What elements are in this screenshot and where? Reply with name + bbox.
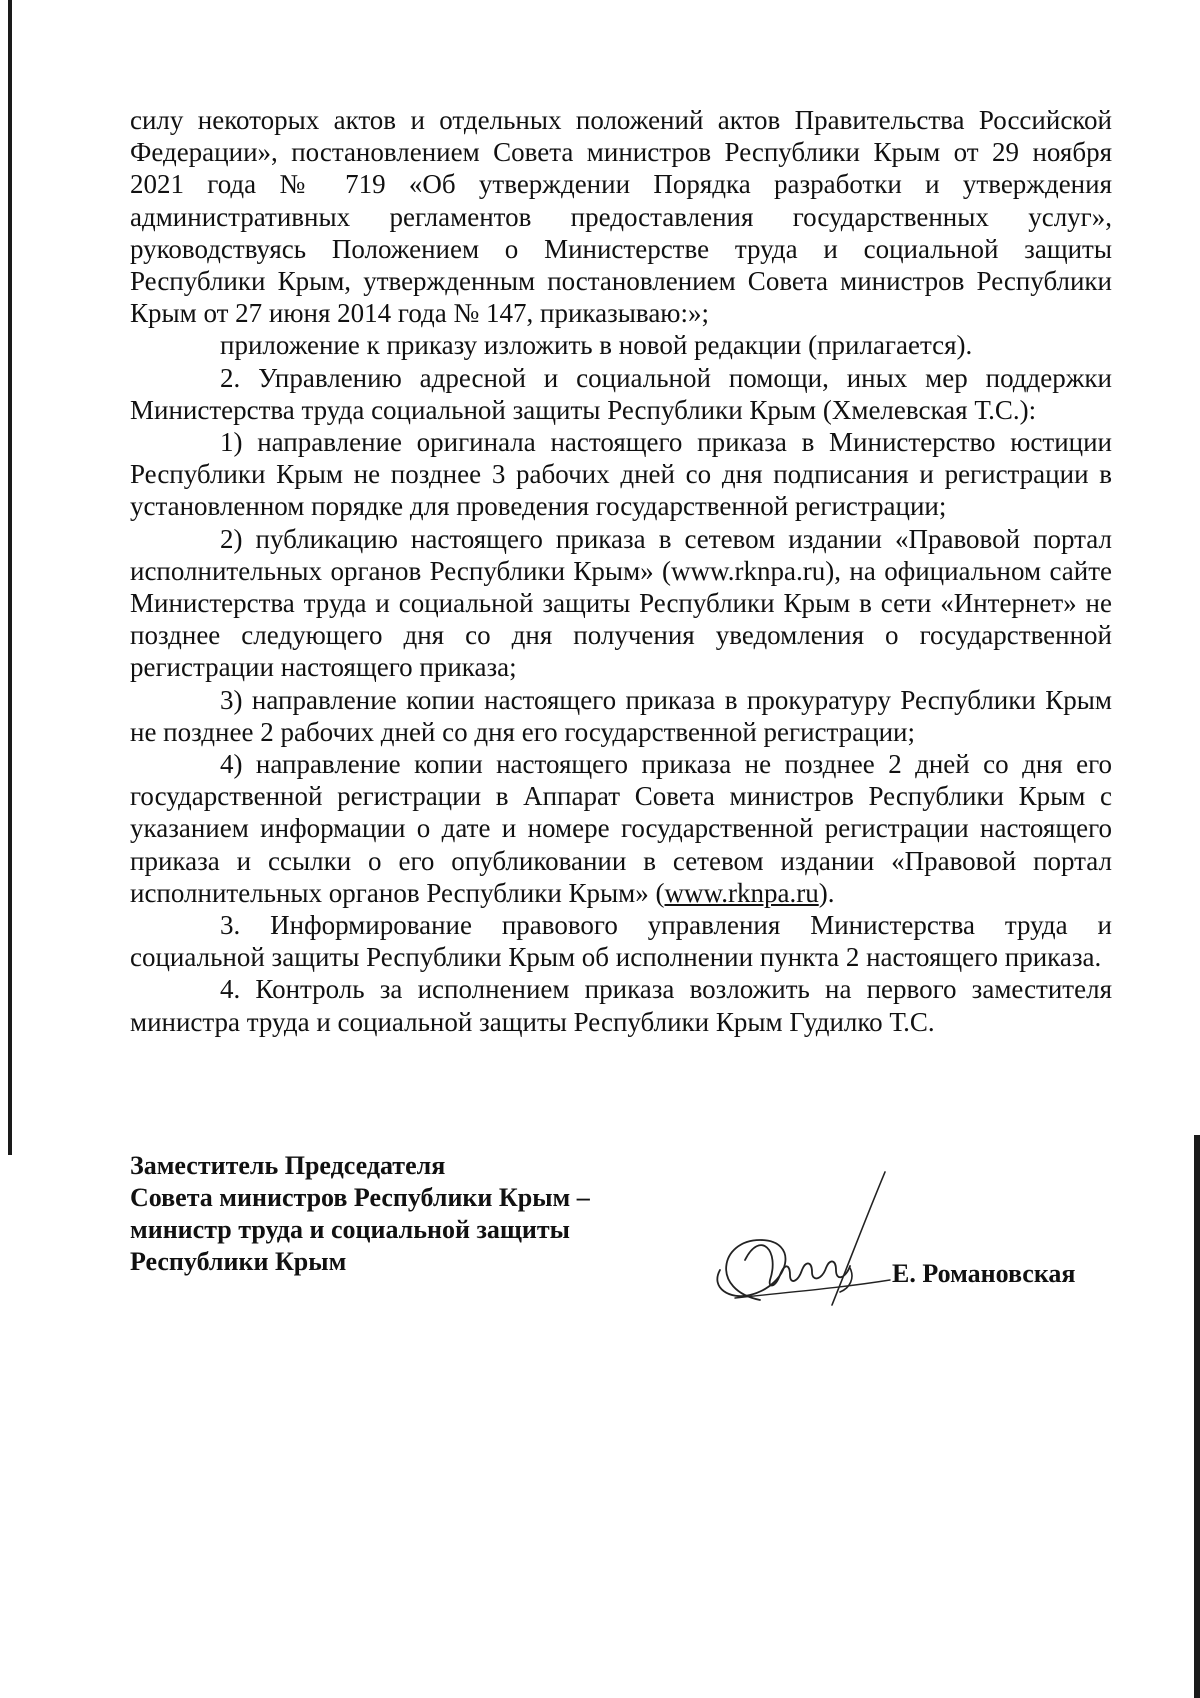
paragraph: [130, 426, 1112, 523]
signatory-title-line: Заместитель Председателя: [130, 1151, 446, 1180]
paragraph-text: 2) публикацию настоящего приказа в сетевом издании «Правовой портал исполнительных органов Республики Крым» (www.rknpa.ru), на официальном сайте Министерства труда и социальной защиты Республики Крым в сети «Интернет» не позднее следующего дня со дня получения уведомления о государственной регистрации настоящего приказа;: [130, 523, 1112, 683]
paragraph-text: ).: [818, 877, 835, 908]
handwritten-signature: [650, 1170, 910, 1320]
paragraph: [130, 973, 1112, 1037]
paragraph: [130, 362, 1112, 426]
paragraph: [130, 684, 1112, 748]
signatory-title-line: Совета министров Республики Крым –: [130, 1183, 590, 1212]
paragraph-text: 2. Управлению адресной и социальной помощи, иных мер поддержки Министерства труда социальной защиты Республики Крым (Хмелевская Т.С.):: [130, 362, 1112, 425]
website-link[interactable]: www.rknpa.ru: [664, 877, 819, 908]
paragraph-text: 3. Информирование правового управления Министерства труда и социальной защиты Республики Крым об исполнении пункта 2 настоящего приказа.: [130, 910, 1112, 973]
signatory-title-line: министр труда и социальной защиты: [130, 1215, 570, 1244]
paragraph: [130, 523, 1112, 684]
scan-edge-left: [8, 0, 12, 1155]
paragraph-text: приложение к приказу изложить в новой редакции (прилагается).: [220, 330, 973, 361]
signatory-title: [130, 1150, 590, 1278]
signatory-title-line: Республики Крым: [130, 1247, 347, 1276]
paragraph: [130, 748, 1112, 909]
paragraph-text: 1) направление оригинала настоящего приказа в Министерство юстиции Республики Крым не позднее 3 рабочих дней со дня подписания и регистрации в установленном порядке для проведения государственной регистрации;: [130, 427, 1112, 522]
paragraph-text: 4. Контроль за исполнением приказа возложить на первого заместителя министра труда и социальной защиты Республики Крым Гудилко Т.С.: [130, 974, 1112, 1037]
signature-block: [130, 1150, 1110, 1320]
document-body: [130, 104, 1112, 1038]
paragraph: [130, 329, 1112, 361]
scan-edge-right: [1194, 1135, 1200, 1698]
signatory-name: Е. Романовская: [892, 1259, 1076, 1288]
paragraph-text: 3) направление копии настоящего приказа в прокуратуру Республики Крым не позднее 2 рабочих дней со дня его государственной регистрации;: [130, 684, 1112, 747]
paragraph: [130, 104, 1112, 329]
paragraph: [130, 909, 1112, 973]
paragraph-text: силу некоторых актов и отдельных положений актов Правительства Российской Федерации», постановлением Совета министров Республики Крым от 29 ноября 2021 года № 719 «Об утверждении Порядка разработки и утверждения административных регламентов предоставления государственных услуг», руководствуясь Положением о Министерстве труда и социальной защиты Республики Крым, утвержденным постановлением Совета министров Республики Крым от 27 июня 2014 года № 147, приказываю:»;: [130, 105, 1112, 329]
paragraph-text: 4) направление копии настоящего приказа не позднее 2 дней со дня его государственной регистрации в Аппарат Совета министров Республики Крым с указанием информации о дате и номере государственной регистрации настоящего приказа и ссылки о его опубликовании в сетевом издании «Правовой портал исполнительных органов Республики Крым» (: [130, 749, 1112, 908]
